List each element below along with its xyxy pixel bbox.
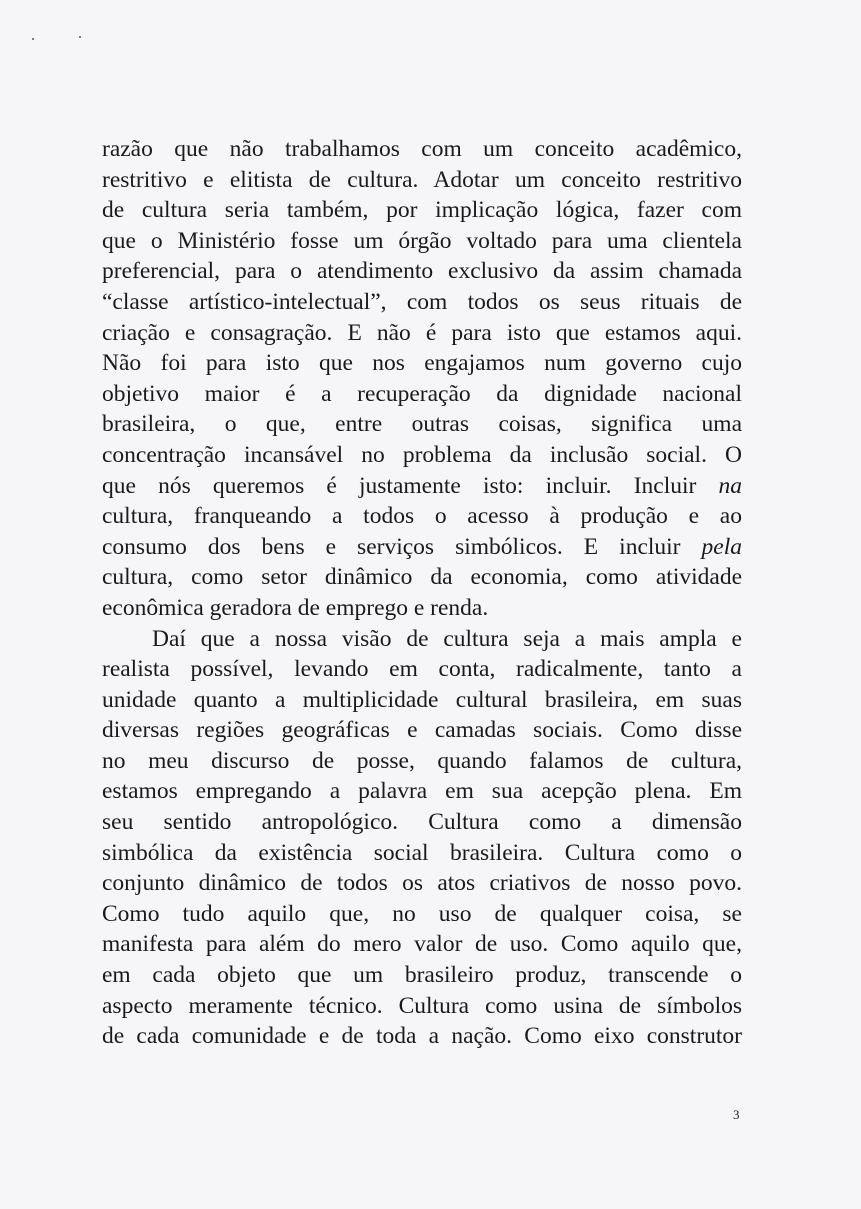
text-line: unidade quanto a multiplicidade cultural brasileira, em suas bbox=[102, 686, 742, 713]
text-line: concentração incansável no problema da inclusão social. O bbox=[102, 441, 742, 468]
text-line: aspecto meramente técnico. Cultura como usina de símbolos bbox=[102, 992, 742, 1019]
text-line: conjunto dinâmico de todos os atos criativos de nosso povo. bbox=[102, 870, 742, 897]
text-line: simbólica da existência social brasileira. Cultura como o bbox=[102, 839, 742, 866]
text-line: manifesta para além do mero valor de uso. Como aquilo que, bbox=[102, 931, 742, 958]
italic-word-pela: pela bbox=[701, 533, 742, 560]
scan-speck bbox=[32, 38, 34, 40]
text-line: que o Ministério fosse um órgão voltado para uma clientela bbox=[102, 227, 742, 254]
text-line: preferencial, para o atendimento exclusivo da assim chamada bbox=[102, 258, 742, 285]
text-line: realista possível, levando em conta, radicalmente, tanto a bbox=[102, 656, 742, 683]
text-line: cultura, franqueando a todos o acesso à produção e ao bbox=[102, 503, 742, 530]
text-line: brasileira, o que, entre outras coisas, significa uma bbox=[102, 411, 742, 438]
text-line: econômica geradora de emprego e renda. bbox=[102, 594, 489, 621]
text-line: razão que não trabalhamos com um conceito acadêmico, bbox=[102, 136, 742, 162]
text-line: Daí que a nossa visão de cultura seja a mais ampla e bbox=[152, 625, 742, 652]
text-line: Como tudo aquilo que, no uso de qualquer coisa, se bbox=[102, 900, 742, 927]
page-number: 3 bbox=[733, 1107, 740, 1122]
text-line-with-italic bbox=[102, 532, 742, 563]
text-line: de cada comunidade e de toda a nação. Como eixo construtor bbox=[102, 1023, 742, 1050]
body-text bbox=[102, 134, 742, 1052]
text-line-with-italic bbox=[102, 471, 742, 502]
italic-word-na: na bbox=[718, 472, 742, 499]
text-line: criação e consagração. E não é para isto que estamos aqui. bbox=[102, 319, 742, 346]
text-line: cultura, como setor dinâmico da economia, como atividade bbox=[102, 564, 742, 591]
text-line: Não foi para isto que nos engajamos num governo cujo bbox=[102, 350, 742, 377]
text-line: objetivo maior é a recuperação da dignidade nacional bbox=[102, 380, 742, 407]
text-line: diversas regiões geográficas e camadas sociais. Como disse bbox=[102, 717, 742, 744]
paragraph-2 bbox=[102, 624, 742, 1052]
text-line: em cada objeto que um brasileiro produz, transcende o bbox=[102, 962, 742, 989]
text-segment: que nós queremos é justamente isto: incluir. Incluir bbox=[102, 472, 719, 499]
text-line: “classe artístico-intelectual”, com todos os seus rituais de bbox=[102, 288, 742, 315]
text-line: restritivo e elitista de cultura. Adotar um conceito restritivo bbox=[102, 166, 742, 193]
text-line: estamos empregando a palavra em sua acepção plena. Em bbox=[102, 778, 742, 805]
scan-speck bbox=[79, 36, 81, 38]
text-segment: consumo dos bens e serviços simbólicos. E incluir bbox=[102, 533, 702, 560]
text-line: seu sentido antropológico. Cultura como a dimensão bbox=[102, 809, 742, 836]
text-line: no meu discurso de posse, quando falamos de cultura, bbox=[102, 747, 742, 774]
text-line: de cultura seria também, por implicação lógica, fazer com bbox=[102, 197, 742, 224]
paragraph-1 bbox=[102, 134, 742, 624]
